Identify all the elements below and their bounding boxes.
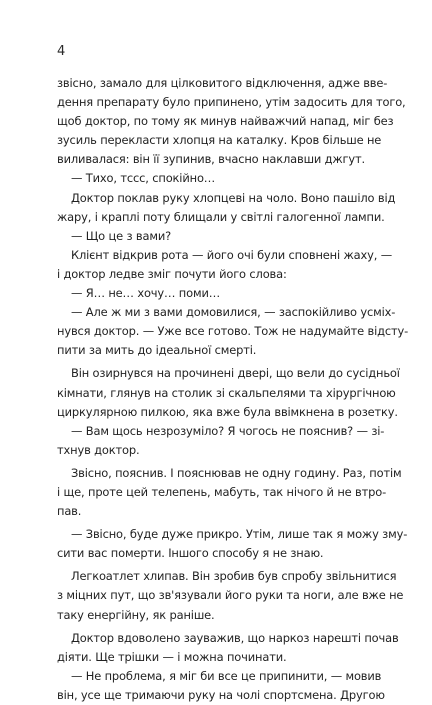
text-line: з міцних пут, що зв'язували його руки та ноги, але вже не <box>57 588 404 603</box>
text-line: таку енергійну, як раніше. <box>57 607 215 622</box>
text-line: — Що це з вами? <box>71 228 172 243</box>
text-line: виливалася: він її зупинив, вчасно наклавши джгут. <box>57 152 366 167</box>
text-line: зусиль перекласти хлопця на каталку. Кров більше не <box>57 133 382 148</box>
text-line: і доктор ледве зміг почути його слова: <box>57 266 287 281</box>
text-line: сити вас померти. Іншого способу я не знаю. <box>57 546 324 561</box>
text-line: щоб доктор, по тому як минув найважчий напад, міг без <box>57 114 394 129</box>
text-line: і ще, проте цей телепень, мабуть, так нічого й не втро- <box>57 484 387 499</box>
text-line: жару, і краплі поту блищали у світлі галогенної лампи. <box>57 209 385 224</box>
text-line: циркулярною пилкою, яка вже була ввімкнена в розетку. <box>57 404 398 419</box>
text-line: Звісно, пояснив. І пояснював не одну годину. Раз, потім <box>71 465 402 480</box>
text-line: кімнати, глянув на столик зі скальпелями та хірургічною <box>57 385 396 400</box>
text-line: Він озирнувся на прочинені двері, що вели до сусідньої <box>71 366 400 381</box>
text-line: Доктор поклав руку хлопцеві на чоло. Воно пашіло від <box>71 190 396 205</box>
page-number: 4 <box>57 44 66 59</box>
text-line: — Але ж ми з вами домовилися, — заспокійливо усміх- <box>71 305 396 320</box>
text-line: він, усе ще тримаючи руку на чолі спортсмена. Другою <box>57 687 385 702</box>
text-line: — Звісно, буде дуже прикро. Утім, лише так я можу зму- <box>71 527 408 542</box>
text-line: Доктор вдоволено зауважив, що наркоз нарешті почав <box>71 630 399 645</box>
text-line: тхнув доктор. <box>57 442 140 457</box>
text-line: звісно, замало для цілковитого відключення, адже вве- <box>57 76 388 90</box>
body-text <box>57 74 409 705</box>
text-line: пав. <box>57 504 82 519</box>
text-line: — Не проблема, я міг би все це припинити, — мовив <box>71 668 382 683</box>
text-line: — Тихо, тссс, спокійно… <box>71 171 216 186</box>
text-line: — Я… не… хочу… поми… <box>71 286 221 301</box>
text-line: Легкоатлет хлипав. Він зробив був спробу звільнитися <box>71 569 397 584</box>
text-line: діяти. Ще трішки — і можна починати. <box>57 649 287 664</box>
text-line: нувся доктор. — Уже все готово. Тож не надумайте відсту- <box>57 324 409 339</box>
text-line: Клієнт відкрив рота — його очі були сповнені жаху, — <box>71 247 393 262</box>
text-line: дення препарату було припинено, утім задосить для того, <box>57 95 406 110</box>
text-line: — Вам щось незрозуміло? Я чогось не пояснив? — зі- <box>71 423 385 438</box>
text-line: пити за мить до ідеальної смерті. <box>57 343 257 358</box>
